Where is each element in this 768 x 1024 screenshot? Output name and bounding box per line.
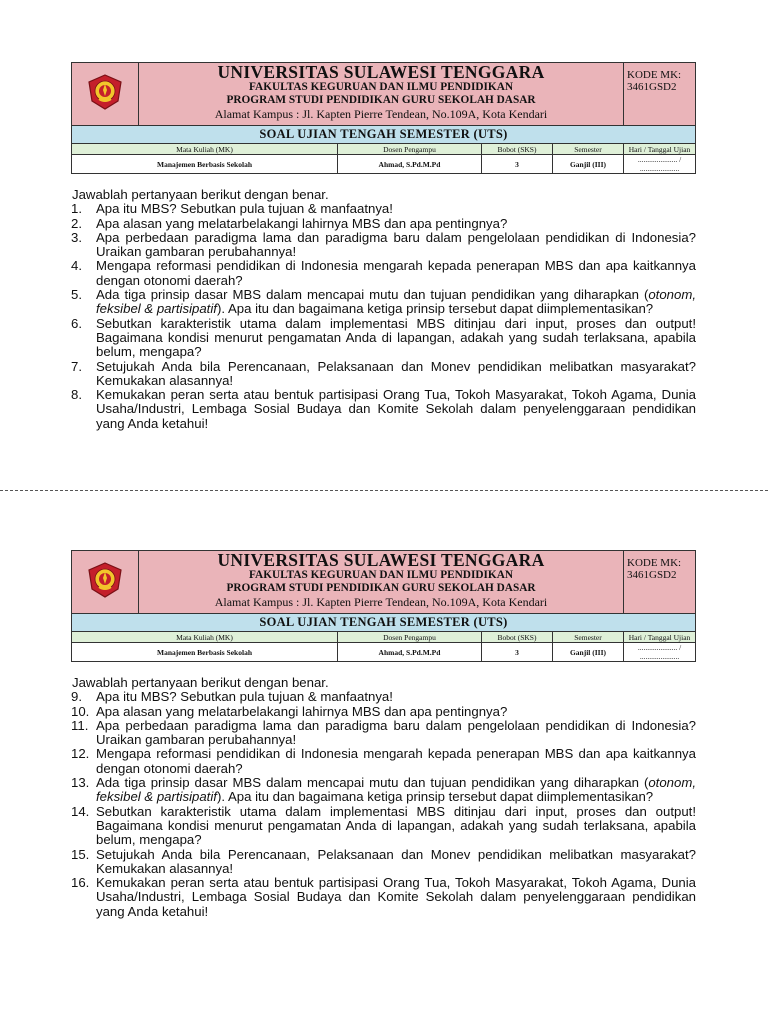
semester-value: Ganjil (III)	[553, 155, 624, 174]
exam-header-table	[71, 62, 696, 174]
column-header-semester: Semester	[553, 144, 624, 155]
institution-title-block	[139, 551, 624, 614]
question-text: Mengapa reformasi pendidikan di Indonesia mengarah kepada penerapan MBS dan apa kaitkannya dengan otonomi daerah?	[96, 258, 696, 288]
question-text: Kemukakan peran serta atau bentuk partisipasi Orang Tua, Tokoh Masyarakat, Tokoh Agama, Dunia Usaha/Industri, Lembaga Sosial Budaya dan Komite Sekolah dalam penyelenggaraan pendidikan yang Anda ketahui!	[96, 875, 696, 919]
program-name: PROGRAM STUDI PENDIDIKAN GURU SEKOLAH DASAR	[226, 94, 536, 106]
campus-address: Alamat Kampus : Jl. Kapten Pierre Tendean, No.109A, Kota Kendari	[214, 595, 548, 609]
exam-title: SOAL UJIAN TENGAH SEMESTER (UTS)	[72, 126, 696, 144]
program-name: PROGRAM STUDI PENDIDIKAN GURU SEKOLAH DASAR	[226, 582, 536, 594]
exam-date-blank: ..................... / .....................	[624, 643, 696, 662]
question-text: Apa perbedaan paradigma lama dan paradigma baru dalam pengelolaan pendidikan di Indonesia? Uraikan gambaran perubahannya!	[96, 717, 696, 748]
campus-address: Alamat Kampus : Jl. Kapten Pierre Tendean, No.109A, Kota Kendari	[214, 107, 548, 121]
question-text: Kemukakan peran serta atau bentuk partisipasi Orang Tua, Tokoh Masyarakat, Tokoh Agama, Dunia Usaha/Industri, Lembaga Sosial Budaya dan Komite Sekolah dalam penyelenggaraan pendidikan yang Anda ketahui!	[96, 387, 696, 431]
question-number: 2.	[71, 215, 82, 231]
semester-value: Ganjil (III)	[553, 643, 624, 662]
university-name: UNIVERSITAS SULAWESI TENGGARA	[217, 550, 545, 570]
course-name-value: Manajemen Berbasis Sekolah	[72, 643, 338, 662]
question-number: 7.	[71, 358, 82, 374]
question-item	[71, 231, 696, 260]
question-item	[71, 317, 696, 360]
cut-line-divider	[0, 490, 768, 491]
column-header-course: Mata Kuliah (MK)	[72, 144, 338, 155]
question-number: 11.	[71, 717, 89, 733]
exam-date-blank: ..................... / .....................	[624, 155, 696, 174]
lecturer-value: Ahmad, S.Pd.M.Pd	[338, 643, 482, 662]
info-values-row	[72, 643, 696, 662]
exam-title: SOAL UJIAN TENGAH SEMESTER (UTS)	[72, 614, 696, 632]
question-text-part: ). Apa itu dan bagaimana ketiga prinsip tersebut dapat diimplementasikan?	[216, 301, 654, 317]
question-text: Apa itu MBS? Sebutkan pula tujuan & manfaatnya!	[96, 201, 393, 217]
course-code-value: 3461GSD2	[627, 569, 677, 581]
question-number: 4.	[71, 258, 82, 274]
question-text	[96, 288, 696, 317]
question-number: 1.	[71, 201, 82, 217]
column-header-lecturer: Dosen Pengampu	[338, 632, 482, 643]
credits-value: 3	[482, 643, 553, 662]
question-number: 3.	[71, 229, 82, 245]
instruction-text: Jawablah pertanyaan berikut dengan benar.	[72, 187, 329, 202]
university-emblem-icon	[85, 72, 125, 112]
question-number: 13.	[71, 775, 90, 791]
question-item	[71, 690, 696, 704]
question-item	[71, 388, 696, 431]
logo-cell	[72, 63, 139, 126]
exam-header-table	[71, 550, 696, 662]
question-text: Mengapa reformasi pendidikan di Indonesia mengarah kepada penerapan MBS dan apa kaitkannya dengan otonomi daerah?	[96, 746, 696, 776]
question-number: 6.	[71, 315, 82, 331]
question-item	[71, 747, 696, 776]
info-column-headers	[72, 144, 696, 155]
question-item	[71, 876, 696, 919]
exam-sheet-1	[71, 62, 696, 431]
column-header-credits: Bobot (SKS)	[482, 632, 553, 643]
question-item	[71, 217, 696, 231]
question-text-part: Ada tiga prinsip dasar MBS dalam mencapai mutu dan tujuan pendidikan yang diharapkan (	[96, 287, 649, 303]
course-code-label: KODE MK:	[627, 557, 682, 569]
question-number: 16.	[71, 875, 90, 891]
question-item	[71, 705, 696, 719]
question-text: Sebutkan karakteristik utama dalam implementasi MBS ditinjau dari input, proses dan output! Bagaimana kondisi menurut pengamatan Anda di lapangan, adakah yang sudah terlaksana, apabila belum, mengapa?	[96, 315, 696, 360]
credits-value: 3	[482, 155, 553, 174]
column-header-semester: Semester	[553, 632, 624, 643]
column-header-lecturer: Dosen Pengampu	[338, 144, 482, 155]
question-text-part: Ada tiga prinsip dasar MBS dalam mencapai mutu dan tujuan pendidikan yang diharapkan (	[96, 775, 649, 791]
question-list	[71, 676, 696, 919]
question-item	[71, 259, 696, 288]
course-code-cell	[624, 63, 696, 126]
faculty-name: FAKULTAS KEGURUAN DAN ILMU PENDIDIKAN	[248, 569, 514, 581]
question-number: 8.	[71, 387, 82, 403]
question-text	[96, 776, 696, 805]
question-text: Setujukah Anda bila Perencanaan, Pelaksanaan dan Monev pendidikan melibatkan masyarakat? Kemukakan alasannya!	[96, 358, 696, 388]
university-name: UNIVERSITAS SULAWESI TENGGARA	[217, 62, 545, 82]
question-text-italic: otonom, feksibel & partisipatif	[96, 287, 696, 317]
exam-sheet-2	[71, 550, 696, 919]
column-header-exam-date: Hari / Tanggal Ujian	[624, 632, 696, 643]
question-text: Apa alasan yang melatarbelakangi lahirnya MBS dan apa pentingnya?	[96, 215, 508, 231]
question-text: Sebutkan karakteristik utama dalam implementasi MBS ditinjau dari input, proses dan output! Bagaimana kondisi menurut pengamatan Anda di lapangan, adakah yang sudah terlaksana, apabila belum, mengapa?	[96, 803, 696, 848]
question-item	[71, 805, 696, 848]
institution-title-block	[139, 63, 624, 126]
column-header-exam-date: Hari / Tanggal Ujian	[624, 144, 696, 155]
course-code-cell	[624, 551, 696, 614]
question-text-italic: otonom, feksibel & partisipatif	[96, 775, 696, 805]
university-emblem-icon	[85, 560, 125, 600]
question-number: 9.	[71, 689, 82, 705]
question-list	[71, 188, 696, 431]
faculty-name: FAKULTAS KEGURUAN DAN ILMU PENDIDIKAN	[248, 81, 514, 93]
question-item	[71, 360, 696, 389]
question-number: 15.	[71, 846, 90, 862]
lecturer-value: Ahmad, S.Pd.M.Pd	[338, 155, 482, 174]
course-code-value: 3461GSD2	[627, 81, 677, 93]
info-values-row	[72, 155, 696, 174]
question-item	[71, 719, 696, 748]
column-header-credits: Bobot (SKS)	[482, 144, 553, 155]
course-name-value: Manajemen Berbasis Sekolah	[72, 155, 338, 174]
column-header-course: Mata Kuliah (MK)	[72, 632, 338, 643]
question-item	[71, 288, 696, 317]
question-text: Setujukah Anda bila Perencanaan, Pelaksanaan dan Monev pendidikan melibatkan masyarakat? Kemukakan alasannya!	[96, 846, 696, 876]
instruction-text: Jawablah pertanyaan berikut dengan benar.	[72, 675, 329, 690]
question-item	[71, 776, 696, 805]
question-text: Apa itu MBS? Sebutkan pula tujuan & manfaatnya!	[96, 689, 393, 705]
question-text-part: ). Apa itu dan bagaimana ketiga prinsip tersebut dapat diimplementasikan?	[216, 789, 654, 805]
question-number: 5.	[71, 287, 82, 303]
question-text: Apa alasan yang melatarbelakangi lahirnya MBS dan apa pentingnya?	[96, 703, 508, 719]
info-column-headers	[72, 632, 696, 643]
question-number: 14.	[71, 803, 90, 819]
question-item	[71, 848, 696, 877]
logo-cell	[72, 551, 139, 614]
question-number: 10.	[71, 703, 90, 719]
question-text: Apa perbedaan paradigma lama dan paradigma baru dalam pengelolaan pendidikan di Indonesia? Uraikan gambaran perubahannya!	[96, 229, 696, 260]
question-item	[71, 202, 696, 216]
question-number: 12.	[71, 746, 90, 762]
course-code-label: KODE MK:	[627, 69, 682, 81]
